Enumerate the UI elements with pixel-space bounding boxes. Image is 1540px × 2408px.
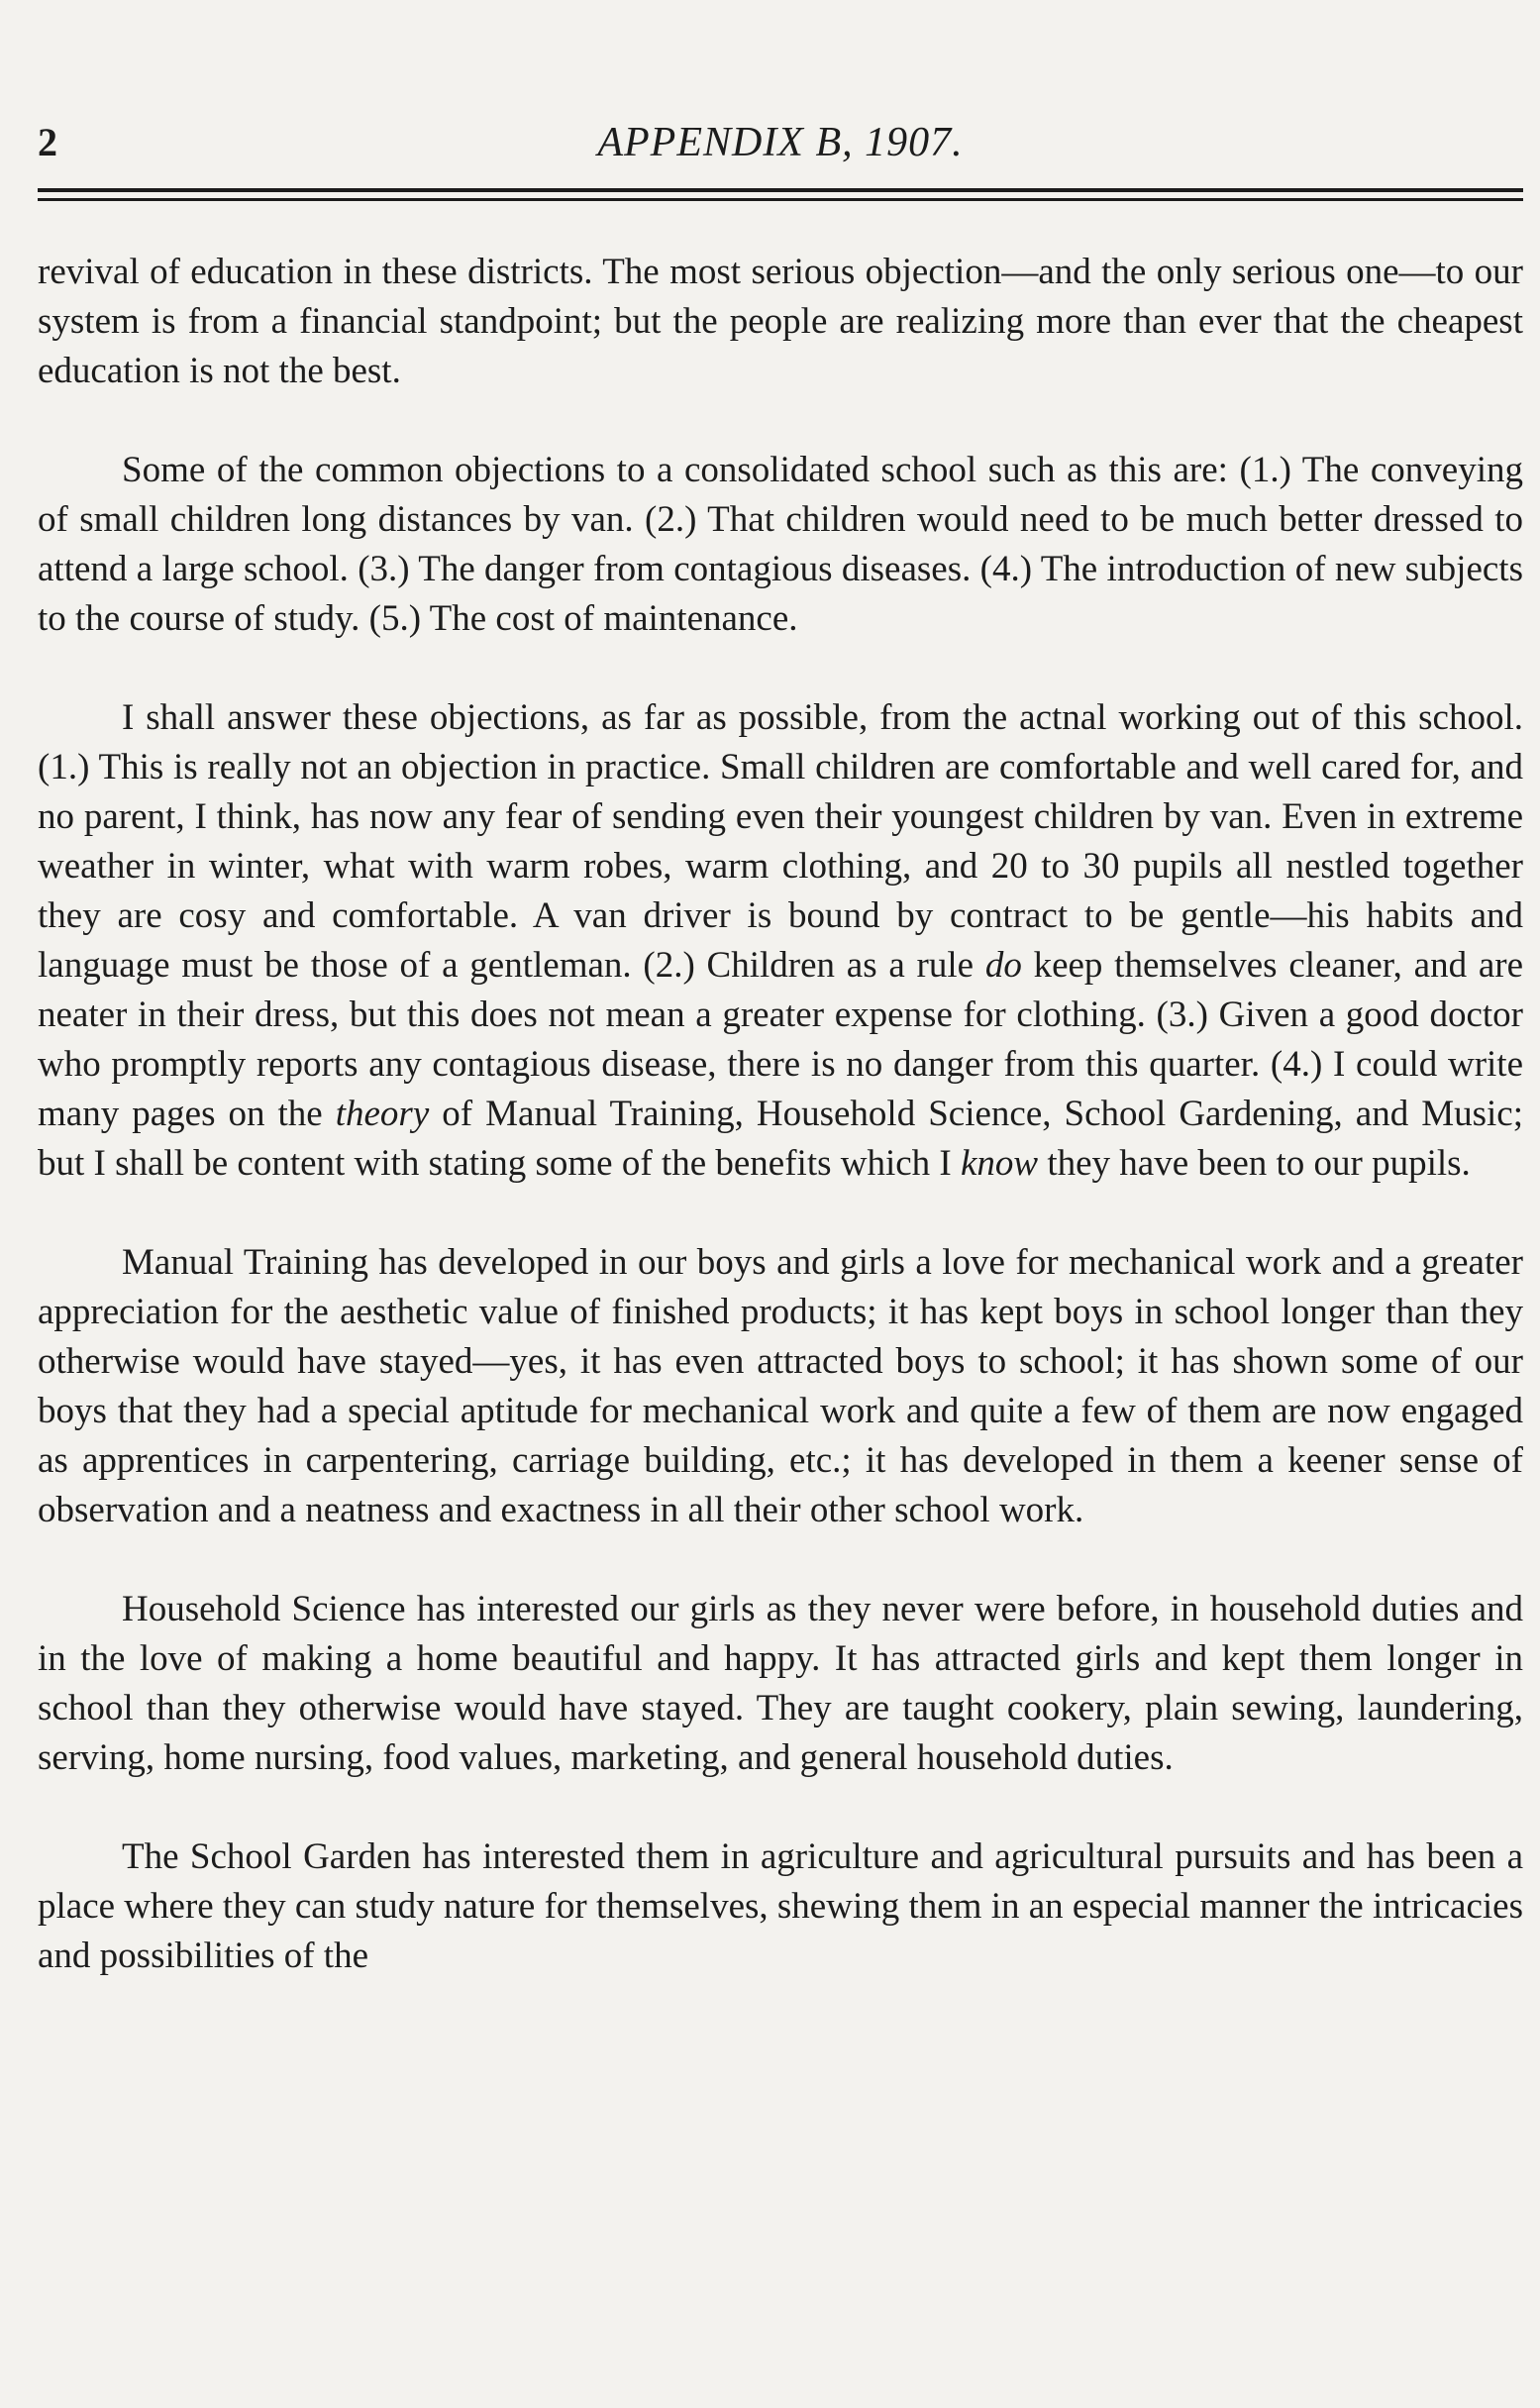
paragraph-answers-part3: of Manual Training, Household Science, School Gardening, and Music; but I shall be content with stating some of the benefits which I	[38, 1094, 1523, 1184]
paragraph-answers-part1: I shall answer these objections, as far as possible, from the actnal working out of this school. (1.) This is really not an objection in practice. Small children are comfortable and well cared for, and no parent, I think, has now any fear of sending even their youngest children by van. Even in extreme weather in winter, what with warm robes, warm clothing, and 20 to 30 pupils all nestled together they are cosy and comfortable. A van driver is bound by contract to be gentle—his habits and language must be those of a gentleman. (2.) Children as a rule	[38, 697, 1523, 986]
running-title: APPENDIX B, 1907.	[597, 120, 964, 165]
paragraph-answers	[38, 693, 1523, 1189]
body-text	[38, 248, 1523, 2031]
page-header	[38, 111, 1523, 180]
header-rule-thin	[38, 198, 1523, 201]
paragraph-answers-part2: keep themselves cleaner, and are neater in their dress, but this does not mean a greater expense for clothing. (3.) Given a good doctor who promptly reports any contagious disease, there is no danger from this quarter. (4.) I could write many pages on the	[38, 945, 1523, 1134]
paragraph-objections: Some of the common objections to a consolidated school such as this are: (1.) The conveying of small children long distances by van. (2.) That children would need to be much better dressed to attend a large school. (3.) The danger from contagious diseases. (4.) The introduction of new subjects to the course of study. (5.) The cost of maintenance.	[38, 450, 1523, 639]
paragraph-manual-training: Manual Training has developed in our boys and girls a love for mechanical work and a greater appreciation for the aesthetic value of finished products; it has kept boys in school longer than they otherwise would have stayed—yes, it has even attracted boys to school; it has shown some of our boys that they had a special aptitude for mechanical work and quite a few of them are now engaged as apprentices in carpentering, carriage building, etc.; it has developed in them a keener sense of observation and a neatness and exactness in all their other school work.	[38, 1242, 1523, 1530]
paragraph-continuation: revival of education in these districts. The most serious objection—and the only serious one—to our system is from a financial standpoint; but the people are realizing more than ever that the cheapest education is not the best.	[38, 252, 1523, 391]
paragraph-household-science: Household Science has interested our girls as they never were before, in household duties and in the love of making a home beautiful and happy. It has attracted girls and kept them longer in school than they otherwise would have stayed. They are taught cookery, plain sewing, laundering, serving, home nursing, food values, marketing, and general household duties.	[38, 1589, 1523, 1778]
paragraph-answers-emphasis-know: know	[961, 1143, 1039, 1184]
paragraph-answers-emphasis-theory: theory	[335, 1094, 430, 1134]
header-rule-thick	[38, 188, 1523, 192]
paragraph-school-garden: The School Garden has interested them in agriculture and agricultural pursuits and has been a place where they can study nature for themselves, shewing them in an especial manner the intricacies and possibilities of the	[38, 1836, 1523, 1976]
paragraph-answers-part4: they have been to our pupils.	[1038, 1143, 1471, 1184]
paragraph-answers-emphasis-do: do	[984, 945, 1022, 986]
page-number: 2	[38, 120, 57, 164]
